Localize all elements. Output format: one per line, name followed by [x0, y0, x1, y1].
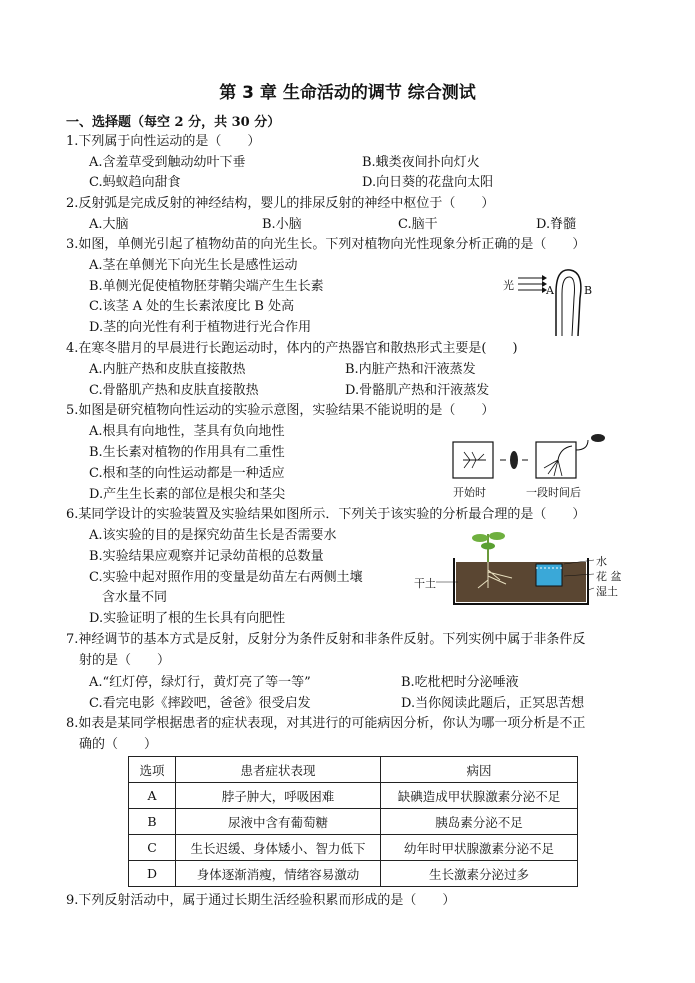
- table-header-cell: 患者症状表现: [176, 757, 381, 783]
- q3-option-b: B.单侧光促使植物胚芽鞘尖端产生生长素: [89, 279, 324, 294]
- q1-option-a: A.含羞草受到触动幼叶下垂: [89, 155, 246, 170]
- q4-stem: 4.在寒冬腊月的早晨进行长跑运动时，体内的产热器官和散热形式主要是( ): [66, 341, 518, 356]
- q2-option-a: A.大脑: [89, 217, 129, 232]
- q1-stem: 1.下列属于向性运动的是（ ）: [66, 134, 261, 149]
- q5-option-c: C.根和茎的向性运动都是一种适应: [89, 466, 285, 481]
- q8-stem: 8.如表是某同学根据患者的症状表现，对其进行的可能病因分析，你认为哪一项分析是不正: [66, 716, 586, 731]
- section-heading: 一、选择题（每空 2 分，共 30 分）: [66, 115, 281, 130]
- table-cell: B: [129, 809, 176, 835]
- q1-option-b: B.蛾类夜间扑向灯火: [362, 155, 480, 170]
- table-cell: 胰岛素分泌不足: [381, 809, 578, 835]
- table-cell: 脖子肿大，呼吸困难: [176, 783, 381, 809]
- q2-option-b: B.小脑: [262, 217, 302, 232]
- q7-option-a: A.“红灯停，绿灯行，黄灯亮了等一等”: [89, 675, 311, 690]
- q1-option-c: C.蚂蚁趋向甜食: [89, 175, 181, 190]
- q3-b-label: B: [584, 284, 593, 297]
- q4-option-c: C.骨骼肌产热和皮肤直接散热: [89, 383, 259, 398]
- q4-option-a: A.内脏产热和皮肤直接散热: [89, 362, 246, 377]
- q6-experiment-figure: [412, 528, 632, 610]
- q4-option-b: B.内脏产热和汗液蒸发: [345, 362, 476, 377]
- q3-option-d: D.茎的向光性有利于植物进行光合作用: [89, 320, 312, 335]
- q6-option-d: D.实验证明了根的生长具有向肥性: [89, 611, 286, 626]
- q7-option-c: C.看完电影《摔跤吧，爸爸》很受启发: [89, 696, 311, 711]
- table-row: [129, 861, 578, 887]
- table-cell: 尿液中含有葡萄糖: [176, 809, 381, 835]
- q9-stem: 9.下列反射活动中，属于通过长期生活经验积累而形成的是（ ）: [66, 893, 456, 908]
- q6-option-b: B.实验结果应观察并记录幼苗根的总数量: [89, 549, 324, 564]
- q4-option-d: D.骨骼肌产热和汗液蒸发: [345, 383, 490, 398]
- q6-option-a: A.该实验的目的是探究幼苗生长是否需要水: [89, 528, 337, 543]
- q3-option-c: C.该茎 A 处的生长素浓度比 B 处高: [89, 299, 295, 314]
- q7-stem-cont: 射的是（ ）: [79, 653, 171, 668]
- q5-start-label: 开始时: [453, 486, 486, 499]
- q6-dry-soil-label: 干土: [414, 577, 436, 590]
- table-cell: C: [129, 835, 176, 861]
- table-row: [129, 835, 578, 861]
- q2-stem: 2.反射弧是完成反射的神经结构，婴儿的排尿反射的神经中枢位于（ ）: [66, 196, 495, 211]
- q6-wet-soil-label: 湿土: [596, 585, 618, 598]
- table-cell: 缺碘造成甲状腺激素分泌不足: [381, 783, 578, 809]
- table-header-row: [129, 757, 578, 783]
- q3-light-label: 光: [503, 279, 514, 292]
- q6-water-label: 水: [596, 555, 607, 568]
- q6-stem: 6.某同学设计的实验装置及实验结果如图所示．下列关于该实验的分析最合理的是（ ）: [66, 507, 586, 522]
- q5-tropism-figure: [448, 430, 618, 500]
- q3-stem: 3.如图，单侧光引起了植物幼苗的向光生长。下列对植物向光性现象分析正确的是（ ）: [66, 237, 586, 252]
- table-header-cell: 病因: [381, 757, 578, 783]
- q5-later-label: 一段时间后: [526, 486, 581, 499]
- table-cell: 幼年时甲状腺激素分泌不足: [381, 835, 578, 861]
- q3-a-label: A: [546, 284, 554, 297]
- q6-option-c: C.实验中起对照作用的变量是幼苗左右两侧土壤: [89, 570, 363, 585]
- page-title: 第 3 章 生命活动的调节 综合测试: [219, 83, 476, 103]
- table-header-cell: 选项: [129, 757, 176, 783]
- q7-stem: 7.神经调节的基本方式是反射，反射分为条件反射和非条件反射。下列实例中属于非条件反: [66, 632, 586, 647]
- table-cell: 身体逐渐消瘦，情绪容易激动: [176, 861, 381, 887]
- q8-stem-cont: 确的（ ）: [79, 737, 158, 752]
- table-row: [129, 809, 578, 835]
- table-cell: D: [129, 861, 176, 887]
- q5-option-a: A.根具有向地性，茎具有负向地性: [89, 424, 285, 439]
- q1-option-d: D.向日葵的花盘向太阳: [362, 175, 494, 190]
- q3-seedling-figure: [498, 258, 598, 338]
- q5-option-d: D.产生生长素的部位是根尖和茎尖: [89, 487, 286, 502]
- symptom-table: [128, 756, 578, 887]
- q7-option-d: D.当你阅读此题后，正冥思苦想: [401, 696, 585, 711]
- q3-option-a: A.茎在单侧光下向光生长是感性运动: [89, 258, 298, 273]
- table-cell: 生长迟缓、身体矮小、智力低下: [176, 835, 381, 861]
- table-row: [129, 783, 578, 809]
- q5-stem: 5.如图是研究植物向性运动的实验示意图，实验结果不能说明的是（ ）: [66, 403, 495, 418]
- table-cell: A: [129, 783, 176, 809]
- table-cell: 生长激素分泌过多: [381, 861, 578, 887]
- q6-option-c-cont: 含水量不同: [102, 590, 168, 605]
- q5-option-b: B.生长素对植物的作用具有二重性: [89, 445, 285, 460]
- q2-option-c: C.脑干: [398, 217, 438, 232]
- q2-option-d: D.脊髓: [536, 217, 577, 232]
- q7-option-b: B.吃枇杷时分泌唾液: [401, 675, 519, 690]
- q6-pot-label: 花 盆: [596, 570, 622, 583]
